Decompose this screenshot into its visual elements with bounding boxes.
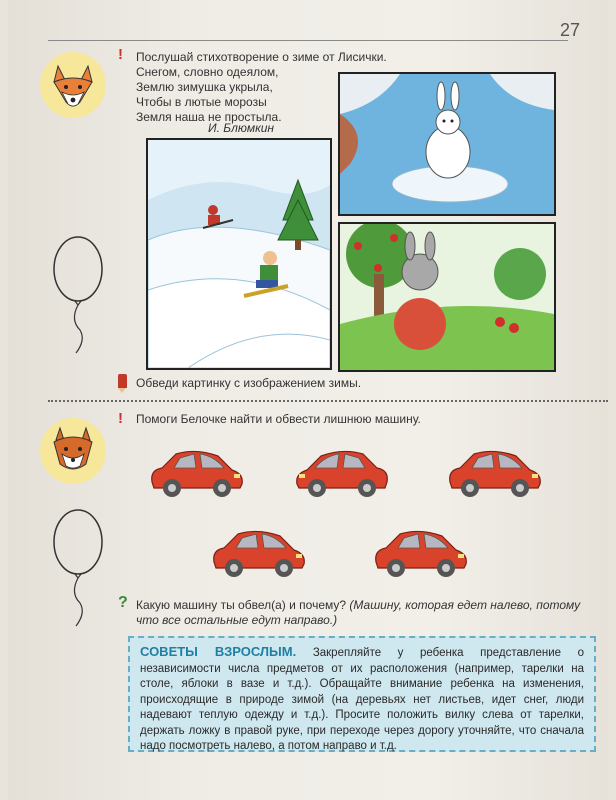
balloon-icon bbox=[48, 508, 108, 628]
advice-body: Закрепляйте у ребенка представление о независимости числа предметов от их расположения (например, тарелки на столе, яблоки в вазе и т.д.). Обращайте внимание ребенка на изменения, происходящие в природе зимой (на деревьях нет листьев, идет снег, люди надевают теплую одежду и т.д.). Просите положить вилку слева от тарелки, держать ложку в правой руке, при переходе через дорогу уточняйте, что сначала надо посмотреть налево, а потом направо и т.д. bbox=[140, 647, 584, 752]
task-instruction: Обведи картинку с изображением зимы. bbox=[136, 376, 362, 390]
question-text: Какую машину ты обвел(а) и почему? bbox=[136, 598, 347, 612]
exclamation-icon: ! bbox=[118, 46, 123, 63]
car-right-facing[interactable] bbox=[208, 522, 308, 582]
workbook-page bbox=[8, 0, 608, 800]
poem-author: И. Блюмкин bbox=[208, 121, 275, 135]
car-left-facing[interactable] bbox=[293, 442, 393, 502]
section-divider bbox=[48, 400, 608, 402]
poem-line: Земля наша не простыла. bbox=[136, 110, 282, 124]
pencil-icon bbox=[118, 374, 127, 388]
winter-picture[interactable] bbox=[146, 138, 332, 370]
advice-title: СОВЕТЫ ВЗРОСЛЫМ. bbox=[140, 644, 297, 659]
question-icon: ? bbox=[118, 594, 128, 611]
poem-line: Чтобы в лютые морозы bbox=[136, 95, 267, 109]
top-rule bbox=[48, 40, 568, 41]
question-block bbox=[136, 598, 596, 628]
car-right-facing[interactable] bbox=[146, 442, 246, 502]
page-number: 27 bbox=[559, 20, 580, 40]
fox-icon bbox=[40, 52, 106, 118]
poem-line: Землю зимушка укрыла, bbox=[136, 80, 273, 94]
hare-in-summer-picture[interactable] bbox=[338, 222, 556, 372]
hare-on-ice-picture[interactable] bbox=[338, 72, 556, 216]
balloon-icon bbox=[48, 235, 108, 355]
advice-box bbox=[128, 636, 596, 752]
question-answer: (Машину, которая едет налево, потому что все остальные едут направо.) bbox=[136, 598, 581, 627]
poem-line: Снегом, словно одеялом, bbox=[136, 65, 279, 79]
car-right-facing[interactable] bbox=[444, 442, 544, 502]
squirrel-icon bbox=[40, 418, 106, 484]
car-right-facing[interactable] bbox=[370, 522, 470, 582]
exclamation-icon: ! bbox=[118, 410, 123, 427]
task-instruction: Помоги Белочке найти и обвести лишнюю машину. bbox=[136, 412, 421, 426]
poem-intro: Послушай стихотворение о зиме от Лисички. bbox=[136, 50, 387, 64]
